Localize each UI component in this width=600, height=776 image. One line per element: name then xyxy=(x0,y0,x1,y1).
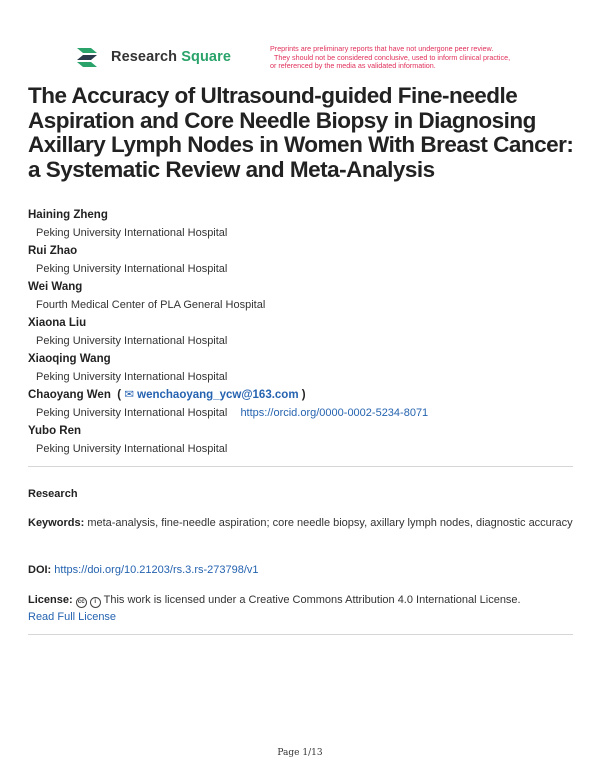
preprint-notice-line: or referenced by the media as validated information. xyxy=(270,61,436,71)
cc-icon: cc xyxy=(76,597,87,608)
paper-title: The Accuracy of Ultrasound-guided Fine-needle Aspiration and Core Needle Biopsy in Diagnosing Axillary Lymph Nodes in Women With Breast Cancer: a Systematic Review and Meta-Analysis xyxy=(28,83,574,182)
doi-section xyxy=(28,562,573,579)
corresponding-author xyxy=(28,386,578,404)
author-name: Yubo Ren xyxy=(28,425,82,437)
research-square-logo-icon xyxy=(75,44,105,70)
brand-part2: Square xyxy=(181,49,231,65)
author-affiliation: Peking University International Hospital xyxy=(36,371,228,383)
author-affiliation: Peking University International Hospital xyxy=(36,443,228,455)
author-name: Haining Zheng xyxy=(28,209,108,221)
brand-part1: Research xyxy=(111,49,178,65)
doi-link[interactable]: https://doi.org/10.21203/rs.3.rs-273798/v1 xyxy=(54,564,259,576)
author-name: Xiaoqing Wang xyxy=(28,353,111,365)
author-name: Xiaona Liu xyxy=(28,317,87,329)
author-affiliation: Peking University International Hospital xyxy=(36,227,228,239)
article-type-label: Research xyxy=(28,488,78,500)
author-name: Chaoyang Wen xyxy=(28,389,111,401)
attribution-icon: i xyxy=(90,597,101,608)
email-link-wrapper: ( ✉ wenchaoyang_ycw@163.com ) xyxy=(114,389,306,401)
page-number: Page 1/13 xyxy=(277,748,323,758)
keywords-label: Keywords: xyxy=(28,517,85,529)
read-full-license-link[interactable]: Read Full License xyxy=(28,611,117,623)
preprint-notice-line: Preprints are preliminary reports that have not undergone peer review. xyxy=(270,44,494,53)
divider-top xyxy=(28,466,573,467)
preprint-notice-line: They should not be considered conclusive, used to inform clinical practice, xyxy=(274,52,511,62)
doi-label: DOI: xyxy=(28,564,52,576)
article-type xyxy=(28,486,573,503)
license-label: License: xyxy=(28,594,73,606)
license-text: This work is licensed under a Creative Commons Attribution 4.0 International License. xyxy=(103,594,521,606)
author-affiliation: Fourth Medical Center of PLA General Hospital xyxy=(36,299,266,311)
author-list xyxy=(28,206,578,458)
orcid-link[interactable]: https://orcid.org/0000-0002-5234-8071 xyxy=(240,407,429,419)
author-affiliation: Peking University International Hospital xyxy=(36,335,228,347)
keywords-text: meta-analysis, fine-needle aspiration; core needle biopsy, axillary lymph nodes, diagnostic accuracy xyxy=(87,517,573,529)
divider-bottom xyxy=(28,634,573,635)
author-affiliation: Peking University International Hospital xyxy=(36,407,228,419)
keywords-section xyxy=(28,515,573,532)
brand-name xyxy=(111,49,231,65)
email-address: wenchaoyang_ycw@163.com xyxy=(137,389,299,401)
author-affiliation: Peking University International Hospital xyxy=(36,263,228,275)
author-name: Wei Wang xyxy=(28,281,83,293)
preprint-notice xyxy=(270,45,540,71)
envelope-icon: ✉ xyxy=(124,389,134,401)
author-affiliation-row xyxy=(28,404,578,422)
license-section xyxy=(28,592,573,626)
author-name: Rui Zhao xyxy=(28,245,78,257)
email-link[interactable] xyxy=(124,389,298,401)
research-square-logo[interactable] xyxy=(75,44,231,70)
